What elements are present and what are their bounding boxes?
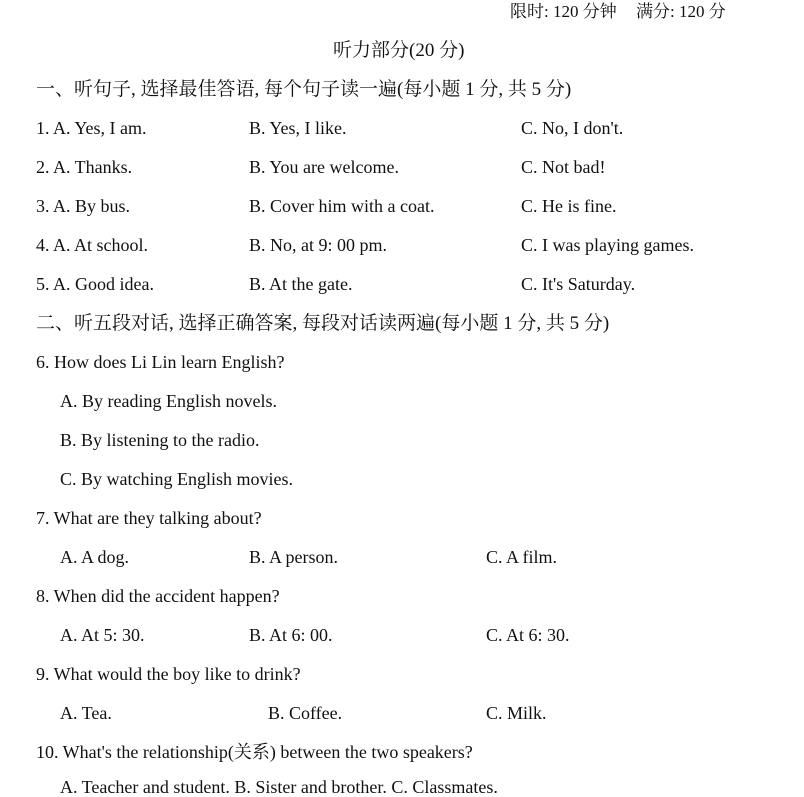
q4-option-a[interactable]: 4. A. At school. bbox=[36, 235, 149, 255]
q2-option-c[interactable]: C. Not bad! bbox=[521, 157, 606, 177]
q9-option-a[interactable]: A. Tea. bbox=[60, 703, 112, 723]
q8-option-b[interactable]: B. At 6: 00. bbox=[249, 625, 333, 645]
q1-option-b[interactable]: B. Yes, I like. bbox=[249, 118, 347, 138]
q2-option-a[interactable]: 2. A. Thanks. bbox=[36, 157, 133, 177]
q8-option-a[interactable]: A. At 5: 30. bbox=[60, 625, 145, 645]
q4-option-c[interactable]: C. I was playing games. bbox=[521, 235, 694, 255]
q6-option-a[interactable]: A. By reading English novels. bbox=[60, 391, 277, 411]
q1-option-c[interactable]: C. No, I don't. bbox=[521, 118, 624, 138]
full-score: 满分: 120 分 bbox=[636, 2, 726, 21]
q7-option-a[interactable]: A. A dog. bbox=[60, 547, 130, 567]
q5-option-c[interactable]: C. It's Saturday. bbox=[521, 274, 636, 294]
q7-option-c[interactable]: C. A film. bbox=[486, 547, 558, 567]
q3-option-b[interactable]: B. Cover him with a coat. bbox=[249, 196, 435, 216]
q4-option-b[interactable]: B. No, at 9: 00 pm. bbox=[249, 235, 387, 255]
q3-option-a[interactable]: 3. A. By bus. bbox=[36, 196, 131, 216]
question-5 bbox=[0, 275, 804, 299]
q9-stem: 9. What would the boy like to drink? bbox=[36, 664, 301, 684]
question-1 bbox=[0, 119, 804, 143]
q10-stem: 10. What's the relationship(关系) between the two speakers? bbox=[36, 742, 473, 762]
q9-option-c[interactable]: C. Milk. bbox=[486, 703, 547, 723]
q2-option-b[interactable]: B. You are welcome. bbox=[249, 157, 399, 177]
q8-options bbox=[0, 626, 804, 650]
question-4 bbox=[0, 236, 804, 260]
q6-option-b[interactable]: B. By listening to the radio. bbox=[60, 430, 260, 450]
q6-option-c[interactable]: C. By watching English movies. bbox=[60, 469, 293, 489]
q1-option-a[interactable]: 1. A. Yes, I am. bbox=[36, 118, 147, 138]
time-limit: 限时: 120 分钟 bbox=[510, 2, 617, 21]
q7-option-b[interactable]: B. A person. bbox=[249, 547, 339, 567]
q8-stem: 8. When did the accident happen? bbox=[36, 586, 280, 606]
q9-option-b[interactable]: B. Coffee. bbox=[268, 703, 343, 723]
q9-options bbox=[0, 704, 804, 728]
section1-heading: 一、听句子, 选择最佳答语, 每个句子读一遍(每小题 1 分, 共 5 分) bbox=[36, 79, 572, 100]
question-3 bbox=[0, 197, 804, 221]
q8-option-c[interactable]: C. At 6: 30. bbox=[486, 625, 570, 645]
section2-heading: 二、听五段对话, 选择正确答案, 每段对话读两遍(每小题 1 分, 共 5 分) bbox=[36, 313, 610, 334]
q6-stem: 6. How does Li Lin learn English? bbox=[36, 352, 285, 372]
q5-option-a[interactable]: 5. A. Good idea. bbox=[36, 274, 154, 294]
q5-option-b[interactable]: B. At the gate. bbox=[249, 274, 353, 294]
q7-options bbox=[0, 548, 804, 572]
q3-option-c[interactable]: C. He is fine. bbox=[521, 196, 617, 216]
q7-stem: 7. What are they talking about? bbox=[36, 508, 262, 528]
q10-options-partial: A. Teacher and student. B. Sister and brother. C. Classmates. bbox=[60, 777, 498, 797]
question-2 bbox=[0, 158, 804, 182]
page-title: 听力部分(20 分) bbox=[333, 40, 465, 61]
